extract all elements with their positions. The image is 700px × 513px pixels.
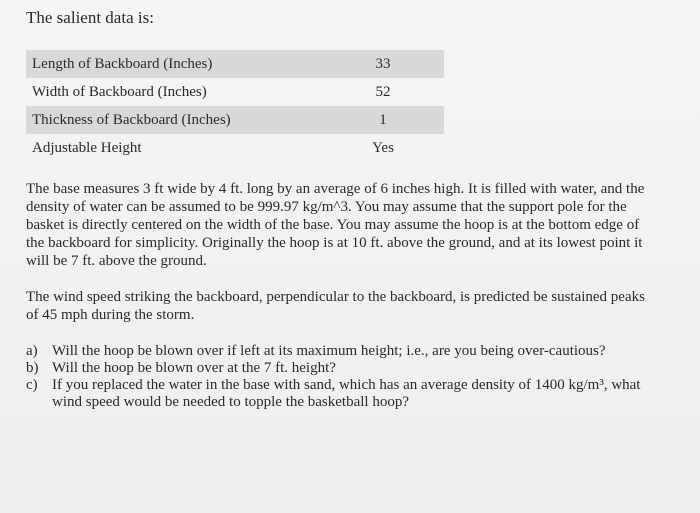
- wind-speed-paragraph: The wind speed striking the backboard, perpendicular to the backboard, is predicted be sustained peaks of 45 mph during the storm.: [26, 289, 645, 323]
- table-row: [26, 50, 444, 78]
- list-item: [26, 343, 666, 360]
- row-value: Yes: [372, 139, 394, 156]
- row-label: Thickness of Backboard (Inches): [26, 106, 322, 134]
- salient-data-table: [26, 50, 444, 162]
- question-list: [26, 343, 666, 411]
- list-item: [26, 377, 666, 411]
- intro-text: The salient data is:: [26, 8, 154, 27]
- table-row: [26, 106, 444, 134]
- row-label: Length of Backboard (Inches): [26, 50, 322, 78]
- list-item: [26, 360, 666, 377]
- question-text: Will the hoop be blown over at the 7 ft. height?: [52, 360, 336, 376]
- question-marker: c): [26, 377, 38, 393]
- row-label: Adjustable Height: [32, 139, 142, 156]
- base-description-paragraph: The base measures 3 ft wide by 4 ft. long by an average of 6 inches high. It is filled with water, and the density of water can be assumed to be 999.97 kg/m^3. You may assume that the support pole for the basket is directly centered on the width of the base. You may assume the hoop is at the bottom edge of the backboard for simplicity. Originally the hoop is at 10 ft. above the ground, and at its lowest point it will be 7 ft. above the ground.: [26, 181, 645, 269]
- row-value: 33: [322, 50, 444, 78]
- row-value: 1: [322, 106, 444, 134]
- table-row: [26, 78, 444, 106]
- row-label: Width of Backboard (Inches): [32, 83, 207, 100]
- row-value: 52: [375, 83, 391, 100]
- question-text: Will the hoop be blown over if left at its maximum height; i.e., are you being over-cautious?: [52, 343, 606, 359]
- question-text: If you replaced the water in the base with sand, which has an average density of 1400 kg/m³, what wind speed would be needed to topple the basketball hoop?: [52, 377, 641, 410]
- question-marker: a): [26, 343, 38, 359]
- question-marker: b): [26, 360, 39, 376]
- table-row: [26, 134, 444, 162]
